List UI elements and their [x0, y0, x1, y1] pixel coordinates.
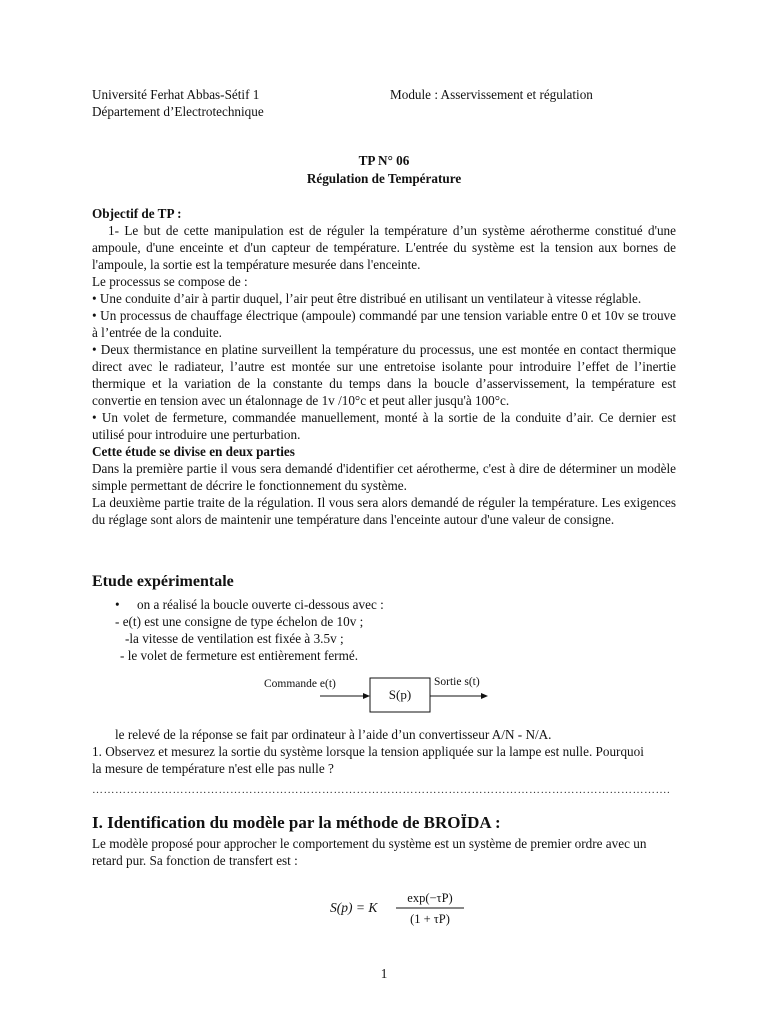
- objectif-section: [92, 205, 676, 528]
- process-intro: Le processus se compose de :: [92, 274, 248, 289]
- process-bullet-1: • Une conduite d’air à partir duquel, l’air peut être distribué en utilisant un ventilateur à vitesse réglable.: [92, 291, 642, 306]
- formula-numerator: exp(−τP): [407, 891, 453, 905]
- identification-heading: I. Identification du modèle par la méthode de BROÏDA :: [92, 813, 501, 832]
- block-diagram: [250, 668, 500, 716]
- diagram-block-label: S(p): [388, 687, 412, 702]
- etude-item-1: - e(t) est une consigne de type échelon de 10v ;: [115, 614, 364, 629]
- etude-heading: Etude expérimentale: [92, 573, 234, 590]
- process-bullet-4: • Un volet de fermeture, commandée manuellement, monté à la sortie de la conduite d’air. Ce dernier est utilisé pour introduire une perturbation.: [92, 410, 676, 442]
- releve-text: le relevé de la réponse se fait par ordinateur à l’aide d’un convertisseur A/N - N/A.: [115, 727, 552, 742]
- process-bullet-3: • Deux thermistance en platine surveillent la température du processus, une est montée en contact thermique direct avec le radiateur, l’autre est montée sur une entretoise isolante pour introduire l’effet de l’inertie thermique et la variation de la constante du temps dans la boucle d’asservissement, la température est convertie en tension avec un étalonnage de 1v /10°c et peut aller jusqu'à 100°c.: [92, 342, 676, 408]
- etude-list: [115, 596, 384, 664]
- formula-denominator: (1 + τP): [410, 912, 450, 926]
- header-left: [92, 86, 264, 120]
- page-number: 1: [380, 966, 388, 981]
- answer-dots: …………………………………………………………………………………………………………………………………….: [92, 784, 671, 796]
- etude-bullet-main: • on a réalisé la boucle ouverte ci-dessous avec :: [115, 597, 384, 612]
- tp-subtitle: Régulation de Température: [306, 171, 462, 186]
- question-1: 1. Observez et mesurez la sortie du système lorsque la tension appliquée sur la lampe est nulle. Pourquoi la mesure de température n'est elle pas nulle ?: [92, 744, 644, 776]
- part2-text: La deuxième partie traite de la régulation. Il vous sera alors demandé de réguler la température. Les exigences du réglage sont alors de maintenir une température dans l'enceinte autour d'une valeur de consigne.: [92, 495, 676, 527]
- university-name: Université Ferhat Abbas-Sétif 1: [92, 87, 260, 102]
- input-arrow-head: [363, 693, 370, 699]
- output-arrow-head: [481, 693, 488, 699]
- etude-item-3: - le volet de fermeture est entièrement fermé.: [120, 648, 358, 663]
- objectif-intro: 1- Le but de cette manipulation est de réguler la température d’un système aérotherme constitué d'une ampoule, d'une enceinte et d'un capteur de température. L'entrée du système est la tension aux bornes de l'ampoule, la sortie est la température mesurée dans l'enceinte.: [92, 223, 676, 272]
- part1-text: Dans la première partie il vous sera demandé d'identifier cet aérotherme, c'est à dire de déterminer un modèle simple permettant de décrire le fonctionnement du système.: [92, 461, 676, 493]
- formula-lhs: S(p) = K: [330, 900, 378, 915]
- process-bullet-2: • Un processus de chauffage électrique (ampoule) commandé par une tension variable entre 0 et 10v se trouve à l’entrée de la conduite.: [92, 308, 676, 340]
- tp-number: TP N° 06: [358, 153, 410, 168]
- objectif-heading: Objectif de TP :: [92, 206, 182, 221]
- diagram-output-label: Sortie s(t): [434, 676, 480, 688]
- module-name: Module : Asservissement et régulation: [390, 87, 593, 102]
- diagram-input-label: Commande e(t): [264, 678, 336, 690]
- department-name: Département d’Electrotechnique: [92, 104, 264, 119]
- identification-text: Le modèle proposé pour approcher le comportement du système est un système de premier ordre avec un retard pur. Sa fonction de transfert est :: [92, 836, 647, 868]
- etude-item-2: -la vitesse de ventilation est fixée à 3.5v ;: [125, 631, 344, 646]
- divide-heading: Cette étude se divise en deux parties: [92, 444, 295, 459]
- transfer-function-formula: [320, 888, 480, 932]
